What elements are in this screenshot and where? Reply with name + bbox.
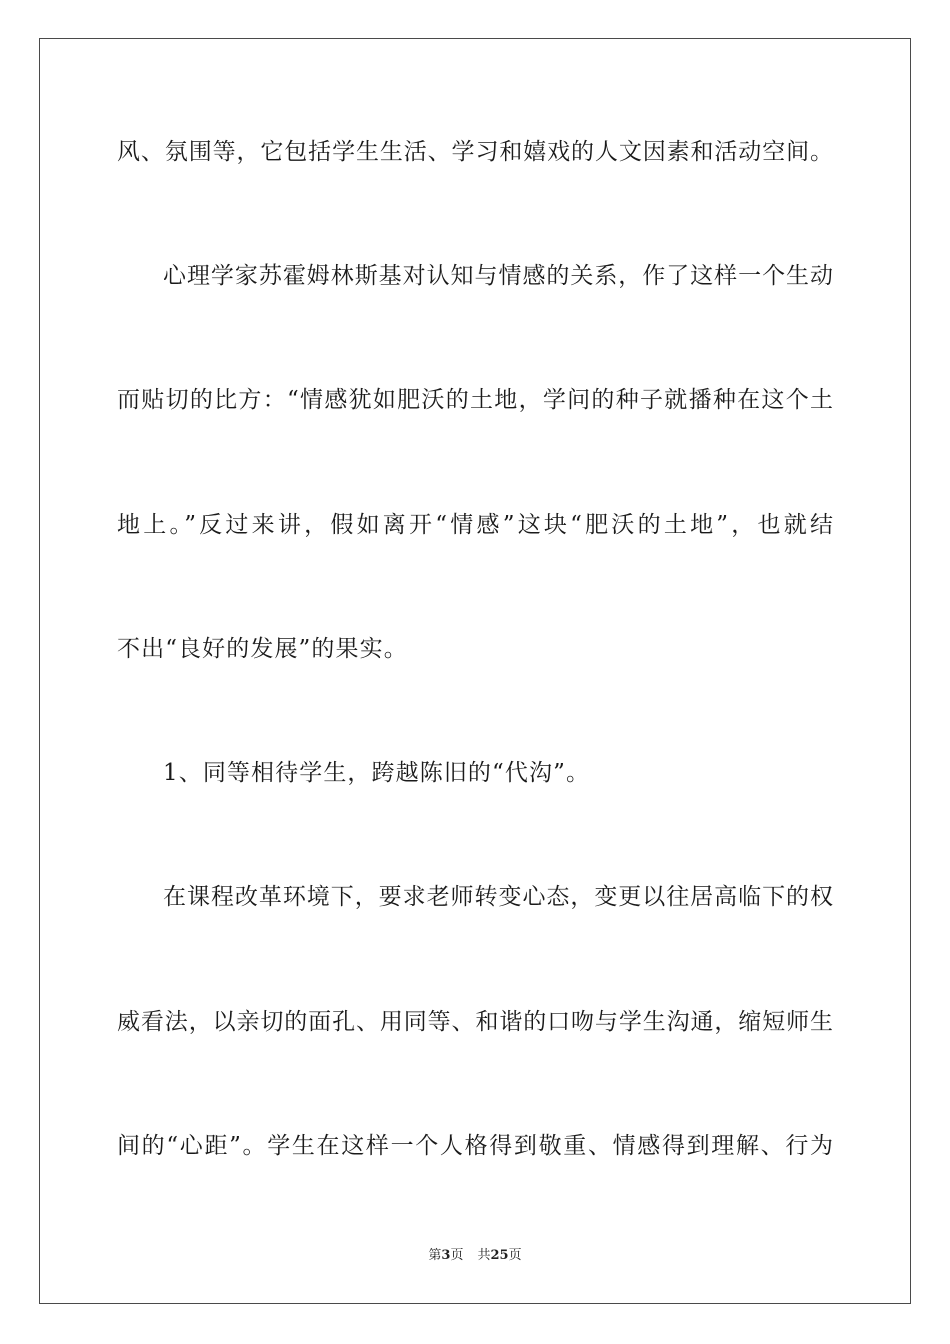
body-text-line: 风、氛围等，它包括学生生活、学习和嬉戏的人文因素和活动空间。: [117, 139, 833, 165]
total-pages: 25: [490, 1248, 509, 1263]
total-suffix: 页: [508, 1248, 522, 1263]
page-footer: [0, 1247, 950, 1265]
body-text-line: 心理学家苏霍姆林斯基对认知与情感的关系，作了这样一个生动: [163, 263, 833, 289]
section-heading: 1、同等相待学生，跨越陈旧的“代沟”。: [163, 760, 591, 786]
page-suffix: 页: [450, 1248, 464, 1263]
body-text-line: 不出“良好的发展”的果实。: [117, 636, 408, 662]
body-text-line: 间的“心距”。学生在这样一个人格得到敬重、情感得到理解、行为: [117, 1133, 833, 1159]
body-text-line: 地上。”反过来讲，假如离开“情感”这块“肥沃的土地”，也就结: [117, 512, 833, 538]
page-number: 3: [441, 1248, 451, 1263]
body-text-line: 在课程改革环境下，要求老师转变心态，变更以往居高临下的权: [163, 884, 833, 910]
page-prefix: 第: [428, 1248, 442, 1263]
body-text-line: 而贴切的比方：“情感犹如肥沃的土地，学问的种子就播种在这个土: [117, 387, 833, 413]
total-prefix: 共: [477, 1248, 491, 1263]
body-text-line: 威看法，以亲切的面孔、用同等、和谐的口吻与学生沟通，缩短师生: [117, 1009, 833, 1035]
page-border: [39, 38, 911, 1304]
